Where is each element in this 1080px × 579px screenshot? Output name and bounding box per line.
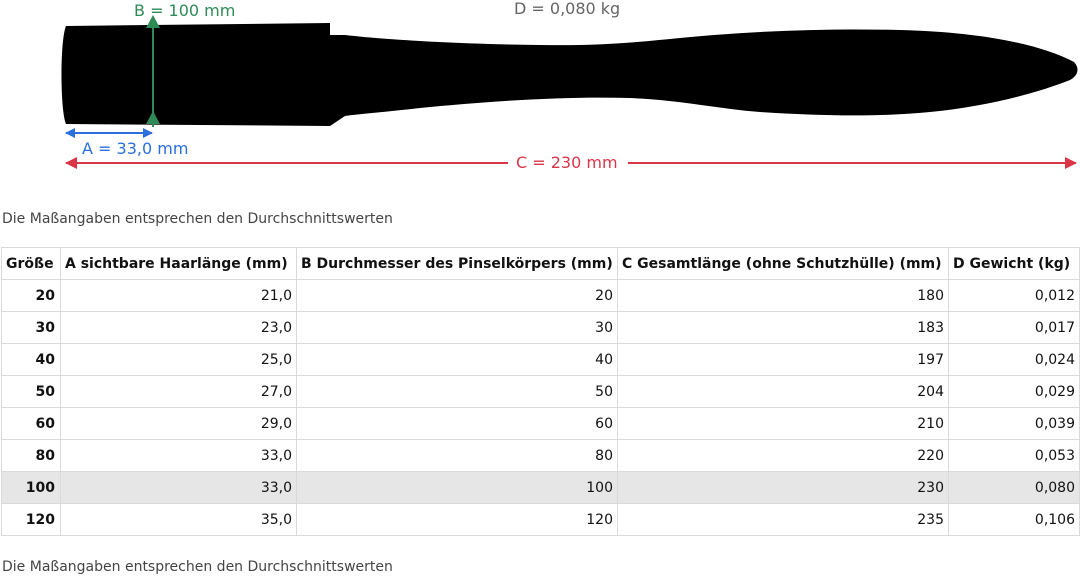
cell-a: 27,0 xyxy=(61,376,297,408)
table-header-row xyxy=(2,248,1080,280)
cell-b: 100 xyxy=(297,472,618,504)
cell-d: 0,039 xyxy=(949,408,1080,440)
cell-a: 35,0 xyxy=(61,504,297,536)
cell-c: 220 xyxy=(618,440,949,472)
cell-b: 40 xyxy=(297,344,618,376)
header-d: D Gewicht (kg) xyxy=(949,248,1080,280)
cell-a: 33,0 xyxy=(61,472,297,504)
cell-size: 50 xyxy=(2,376,61,408)
cell-c: 183 xyxy=(618,312,949,344)
table-row xyxy=(2,472,1080,504)
cell-d: 0,053 xyxy=(949,440,1080,472)
brush-dimension-diagram xyxy=(0,0,1080,180)
cell-d: 0,080 xyxy=(949,472,1080,504)
cell-c: 230 xyxy=(618,472,949,504)
note-average-values-bottom: Die Maßangaben entsprechen den Durchschnittswerten xyxy=(2,559,393,575)
cell-size: 80 xyxy=(2,440,61,472)
cell-a: 29,0 xyxy=(61,408,297,440)
table-row xyxy=(2,280,1080,312)
b-label: B = 100 mm xyxy=(134,1,236,20)
cell-a: 25,0 xyxy=(61,344,297,376)
note-average-values-top: Die Maßangaben entsprechen den Durchschnittswerten xyxy=(2,211,393,227)
cell-size: 120 xyxy=(2,504,61,536)
cell-b: 80 xyxy=(297,440,618,472)
cell-size: 30 xyxy=(2,312,61,344)
cell-d: 0,024 xyxy=(949,344,1080,376)
cell-size: 100 xyxy=(2,472,61,504)
table-row xyxy=(2,408,1080,440)
cell-size: 20 xyxy=(2,280,61,312)
table-row xyxy=(2,504,1080,536)
size-table xyxy=(1,247,1080,536)
cell-d: 0,017 xyxy=(949,312,1080,344)
header-b: B Durchmesser des Pinselkörpers (mm) xyxy=(297,248,618,280)
d-label: D = 0,080 kg xyxy=(514,0,621,18)
table-row xyxy=(2,376,1080,408)
header-a: A sichtbare Haarlänge (mm) xyxy=(61,248,297,280)
cell-b: 20 xyxy=(297,280,618,312)
table-row xyxy=(2,344,1080,376)
brush-silhouette xyxy=(62,23,1078,126)
cell-a: 21,0 xyxy=(61,280,297,312)
cell-size: 60 xyxy=(2,408,61,440)
c-label: C = 230 mm xyxy=(516,153,618,172)
cell-c: 204 xyxy=(618,376,949,408)
cell-d: 0,029 xyxy=(949,376,1080,408)
a-label: A = 33,0 mm xyxy=(82,139,189,158)
cell-c: 180 xyxy=(618,280,949,312)
cell-c: 210 xyxy=(618,408,949,440)
cell-b: 30 xyxy=(297,312,618,344)
table-row xyxy=(2,312,1080,344)
cell-size: 40 xyxy=(2,344,61,376)
cell-a: 23,0 xyxy=(61,312,297,344)
header-c: C Gesamtlänge (ohne Schutzhülle) (mm) xyxy=(618,248,949,280)
cell-d: 0,012 xyxy=(949,280,1080,312)
table-row xyxy=(2,440,1080,472)
cell-b: 120 xyxy=(297,504,618,536)
cell-c: 235 xyxy=(618,504,949,536)
cell-b: 50 xyxy=(297,376,618,408)
cell-a: 33,0 xyxy=(61,440,297,472)
cell-d: 0,106 xyxy=(949,504,1080,536)
cell-b: 60 xyxy=(297,408,618,440)
cell-c: 197 xyxy=(618,344,949,376)
header-size: Größe xyxy=(2,248,61,280)
